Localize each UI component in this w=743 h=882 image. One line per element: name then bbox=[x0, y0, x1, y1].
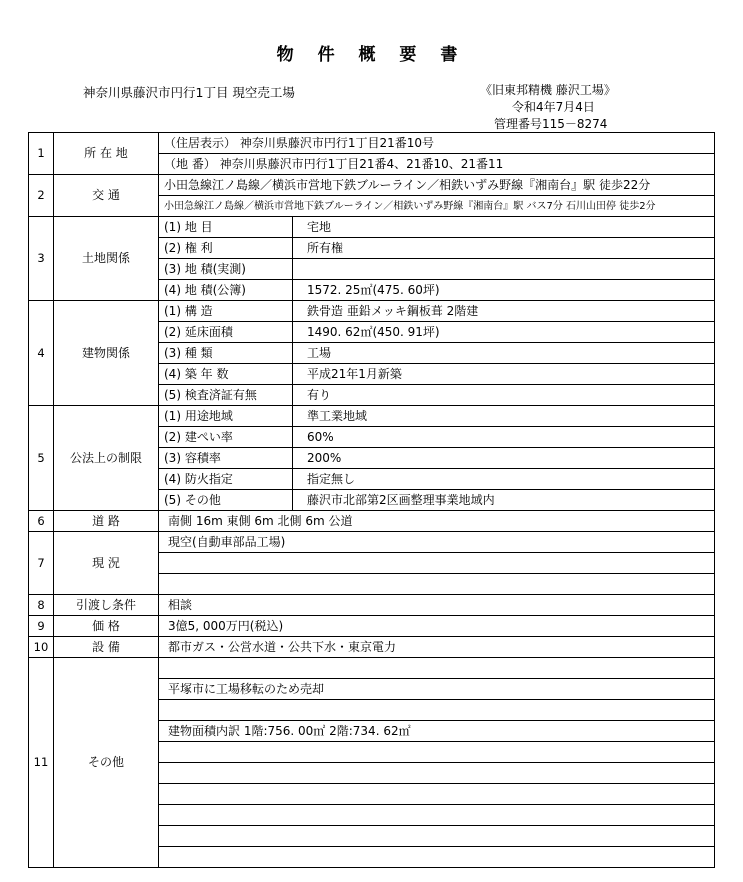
row-number: 10 bbox=[29, 637, 54, 658]
row-number: 11 bbox=[29, 658, 54, 868]
blank-line bbox=[159, 805, 715, 826]
row-current-status bbox=[29, 532, 715, 553]
item-value: 60% bbox=[293, 427, 715, 448]
row-other bbox=[29, 658, 715, 679]
item-value: 工場 bbox=[293, 343, 715, 364]
row-number: 5 bbox=[29, 406, 54, 511]
item-value: 指定無し bbox=[293, 469, 715, 490]
blank-line bbox=[159, 763, 715, 784]
item-key: (2) 延床面積 bbox=[159, 322, 293, 343]
road-value: 南側 16m 東側 6m 北側 6m 公道 bbox=[159, 511, 715, 532]
row-label: その他 bbox=[54, 658, 159, 868]
row-location bbox=[29, 133, 715, 154]
blank-line bbox=[159, 574, 715, 595]
item-key: (1) 構 造 bbox=[159, 301, 293, 322]
blank-line bbox=[159, 658, 715, 679]
row-label: 価 格 bbox=[54, 616, 159, 637]
document-title: 物 件 概 要 書 bbox=[276, 45, 467, 65]
management-number: 管理番号115－8274 bbox=[494, 117, 608, 131]
item-key: (3) 地 積(実測) bbox=[159, 259, 293, 280]
row-number: 3 bbox=[29, 217, 54, 301]
row-transport bbox=[29, 175, 715, 196]
row-facilities bbox=[29, 637, 715, 658]
blank-line bbox=[159, 784, 715, 805]
row-number: 6 bbox=[29, 511, 54, 532]
row-number: 1 bbox=[29, 133, 54, 175]
item-value: 宅地 bbox=[293, 217, 715, 238]
blank-line bbox=[159, 742, 715, 763]
header-info bbox=[480, 82, 616, 133]
item-value: 有り bbox=[293, 385, 715, 406]
row-price bbox=[29, 616, 715, 637]
former-name: 《旧東邦精機 藤沢工場》 bbox=[480, 83, 616, 97]
item-value: 1490. 62㎡(450. 91坪) bbox=[293, 322, 715, 343]
document-date: 令和4年7月4日 bbox=[512, 100, 595, 114]
blank-line bbox=[159, 847, 715, 868]
transport-bus: 小田急線江ノ島線／横浜市営地下鉄ブルーライン／相鉄いずみ野線『湘南台』駅 バス7分 石川山田停 徒歩2分 bbox=[159, 196, 715, 217]
item-key: (5) その他 bbox=[159, 490, 293, 511]
item-key: (4) 防火指定 bbox=[159, 469, 293, 490]
address-display: （住居表示） 神奈川県藤沢市円行1丁目21番10号 bbox=[159, 133, 715, 154]
row-label: 交 通 bbox=[54, 175, 159, 217]
property-location: 神奈川県藤沢市円行1丁目 現空売工場 bbox=[83, 85, 295, 100]
item-key: (4) 築 年 数 bbox=[159, 364, 293, 385]
row-label: 所 在 地 bbox=[54, 133, 159, 175]
row-road bbox=[29, 511, 715, 532]
item-key: (5) 検査済証有無 bbox=[159, 385, 293, 406]
item-value: 所有権 bbox=[293, 238, 715, 259]
row-label: 現 況 bbox=[54, 532, 159, 595]
row-label: 公法上の制限 bbox=[54, 406, 159, 511]
other-note-floor-area: 建物面積内訳 1階:756. 00㎡ 2階:734. 62㎡ bbox=[159, 721, 715, 742]
row-legal-restrictions bbox=[29, 406, 715, 427]
row-number: 7 bbox=[29, 532, 54, 595]
item-key: (2) 建ぺい率 bbox=[159, 427, 293, 448]
handover-value: 相談 bbox=[159, 595, 715, 616]
row-handover bbox=[29, 595, 715, 616]
row-label: 道 路 bbox=[54, 511, 159, 532]
row-building bbox=[29, 301, 715, 322]
item-value: 200% bbox=[293, 448, 715, 469]
blank-line bbox=[159, 553, 715, 574]
row-number: 8 bbox=[29, 595, 54, 616]
item-value bbox=[293, 259, 715, 280]
item-value: 準工業地域 bbox=[293, 406, 715, 427]
other-note-relocation: 平塚市に工場移転のため売却 bbox=[159, 679, 715, 700]
row-number: 9 bbox=[29, 616, 54, 637]
status-value: 現空(自動車部品工場) bbox=[159, 532, 715, 553]
item-key: (1) 地 目 bbox=[159, 217, 293, 238]
facilities-value: 都市ガス・公営水道・公共下水・東京電力 bbox=[159, 637, 715, 658]
row-label: 引渡し条件 bbox=[54, 595, 159, 616]
item-key: (3) 容積率 bbox=[159, 448, 293, 469]
row-land bbox=[29, 217, 715, 238]
row-label: 土地関係 bbox=[54, 217, 159, 301]
property-summary-table bbox=[28, 132, 715, 868]
blank-line bbox=[159, 826, 715, 847]
item-value: 平成21年1月新築 bbox=[293, 364, 715, 385]
row-label: 建物関係 bbox=[54, 301, 159, 406]
price-value: 3億5, 000万円(税込) bbox=[159, 616, 715, 637]
row-label: 設 備 bbox=[54, 637, 159, 658]
row-number: 2 bbox=[29, 175, 54, 217]
row-number: 4 bbox=[29, 301, 54, 406]
item-value: 鉄骨造 亜鉛メッキ鋼板葺 2階建 bbox=[293, 301, 715, 322]
item-key: (2) 権 利 bbox=[159, 238, 293, 259]
item-key: (1) 用途地域 bbox=[159, 406, 293, 427]
item-key: (4) 地 積(公簿) bbox=[159, 280, 293, 301]
item-key: (3) 種 類 bbox=[159, 343, 293, 364]
item-value: 藤沢市北部第2区画整理事業地域内 bbox=[293, 490, 715, 511]
transport-walk: 小田急線江ノ島線／横浜市営地下鉄ブルーライン／相鉄いずみ野線『湘南台』駅 徒歩22分 bbox=[159, 175, 715, 196]
address-lot: （地 番） 神奈川県藤沢市円行1丁目21番4、21番10、21番11 bbox=[159, 154, 715, 175]
blank-line bbox=[159, 700, 715, 721]
item-value: 1572. 25㎡(475. 60坪) bbox=[293, 280, 715, 301]
